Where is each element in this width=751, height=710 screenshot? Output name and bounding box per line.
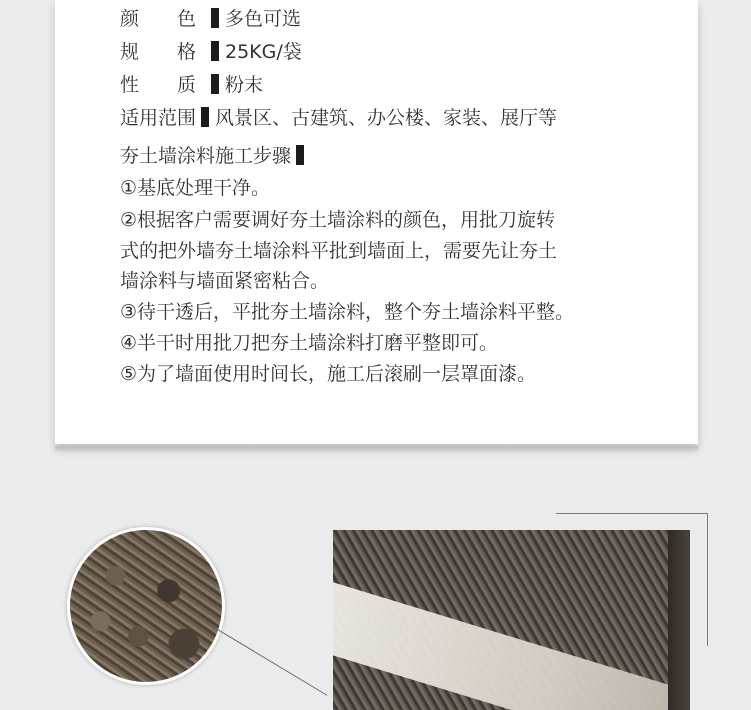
spec-value: 25KG/袋 [225, 41, 302, 63]
spec-size-row [120, 37, 302, 67]
card-shadow [55, 446, 698, 452]
spec-value: 多色可选 [225, 8, 302, 30]
spec-scope-row [120, 103, 557, 133]
separator-bar [211, 74, 219, 94]
spec-color-row [120, 4, 301, 34]
decorative-frame-line [556, 513, 708, 514]
spec-value: 粉末 [225, 74, 264, 96]
steps-title: 夯土墙涂料施工步骤 [120, 141, 310, 171]
texture-closeup-photo [67, 527, 225, 685]
spec-label-char: 格 [177, 41, 197, 63]
spec-label-char: 性 [120, 74, 140, 96]
spec-label-char: 色 [177, 8, 197, 30]
separator-bar [201, 107, 209, 127]
step-line: ②根据客户需要调好夯土墙涂料的颜色，用批刀旋转 [120, 209, 556, 231]
spec-label: 适用范围 [120, 107, 197, 129]
spec-label-char: 规 [120, 41, 140, 63]
wall-edge [668, 530, 690, 710]
separator-bar [211, 8, 219, 28]
wall-texture-photo [333, 530, 690, 710]
step-line: ①基底处理干净。 [120, 177, 271, 199]
spec-label-char: 颜 [120, 8, 140, 30]
step-line: ③待干透后，平批夯土墙涂料，整个夯土墙涂料平整。 [120, 301, 575, 323]
pointer-line [215, 628, 327, 696]
step-line: 式的把外墙夯土墙涂料平批到墙面上，需要先让夯土 [120, 240, 558, 262]
spec-value: 风景区、古建筑、办公楼、家装、展厅等 [215, 107, 558, 129]
spec-label-char: 质 [177, 74, 197, 96]
spec-nature-row [120, 70, 263, 100]
separator-bar [211, 41, 219, 61]
step-line: ④半干时用批刀把夯土墙涂料打磨平整即可。 [120, 332, 499, 354]
step-line: 墙涂料与墙面紧密粘合。 [120, 270, 330, 292]
separator-bar [296, 145, 304, 165]
wall-stripe [333, 570, 690, 710]
step-line: ⑤为了墙面使用时间长，施工后滚刷一层罩面漆。 [120, 363, 537, 385]
decorative-frame-line [707, 513, 708, 646]
